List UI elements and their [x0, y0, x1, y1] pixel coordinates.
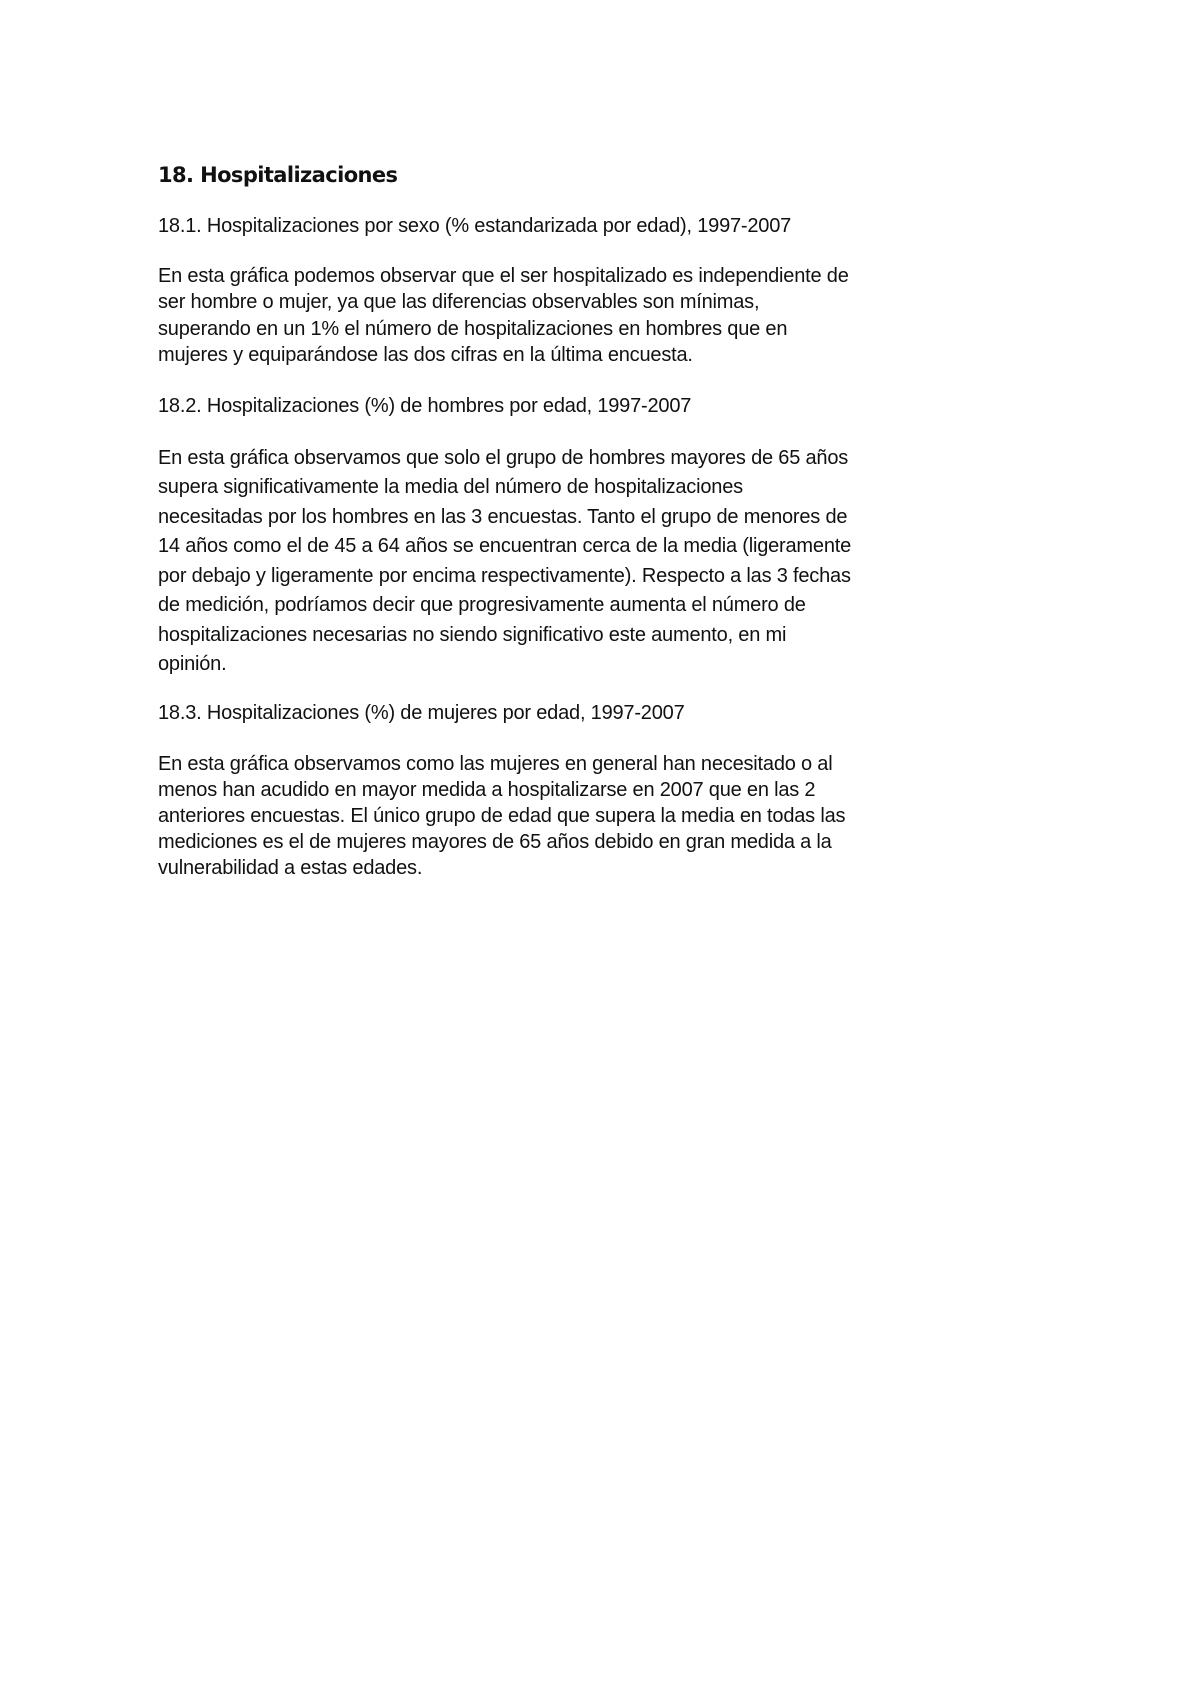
paragraph-line: supera significativamente la media del número de hospitalizaciones — [158, 476, 743, 498]
paragraph-line: 14 años como el de 45 a 64 años se encuentran cerca de la media (ligeramente — [158, 535, 852, 557]
paragraph-line: En esta gráfica observamos que solo el grupo de hombres mayores de 65 años — [158, 447, 849, 469]
paragraph-line: menos han acudido en mayor medida a hospitalizarse en 2007 que en las 2 — [158, 779, 816, 801]
paragraph-line: mujeres y equiparándose las dos cifras en la última encuesta. — [158, 344, 693, 366]
paragraph-line: anteriores encuestas. El único grupo de edad que supera la media en todas las — [158, 805, 846, 827]
paragraph-line: En esta gráfica podemos observar que el ser hospitalizado es independiente de — [158, 265, 849, 287]
paragraph-line: ser hombre o mujer, ya que las diferencias observables son mínimas, — [158, 291, 760, 313]
paragraph-line: vulnerabilidad a estas edades. — [158, 857, 423, 879]
subsection-title: 18.3. Hospitalizaciones (%) de mujeres por edad, 1997-2007 — [158, 702, 685, 724]
section-heading: 18. Hospitalizaciones — [158, 163, 398, 187]
paragraph-line: mediciones es el de mujeres mayores de 65 años debido en gran medida a la — [158, 831, 832, 853]
paragraph-line: hospitalizaciones necesarias no siendo significativo este aumento, en mi — [158, 624, 787, 646]
paragraph-line: superando en un 1% el número de hospitalizaciones en hombres que en — [158, 318, 788, 340]
subsection-title: 18.1. Hospitalizaciones por sexo (% estandarizada por edad), 1997-2007 — [158, 215, 792, 237]
paragraph-line: necesitadas por los hombres en las 3 encuestas. Tanto el grupo de menores de — [158, 506, 848, 528]
subsection-title: 18.2. Hospitalizaciones (%) de hombres por edad, 1997-2007 — [158, 395, 692, 417]
paragraph-line: En esta gráfica observamos como las mujeres en general han necesitado o al — [158, 753, 833, 775]
paragraph-line: por debajo y ligeramente por encima respectivamente). Respecto a las 3 fechas — [158, 565, 851, 587]
paragraph-line: opinión. — [158, 653, 227, 675]
paragraph-line: de medición, podríamos decir que progresivamente aumenta el número de — [158, 594, 806, 616]
